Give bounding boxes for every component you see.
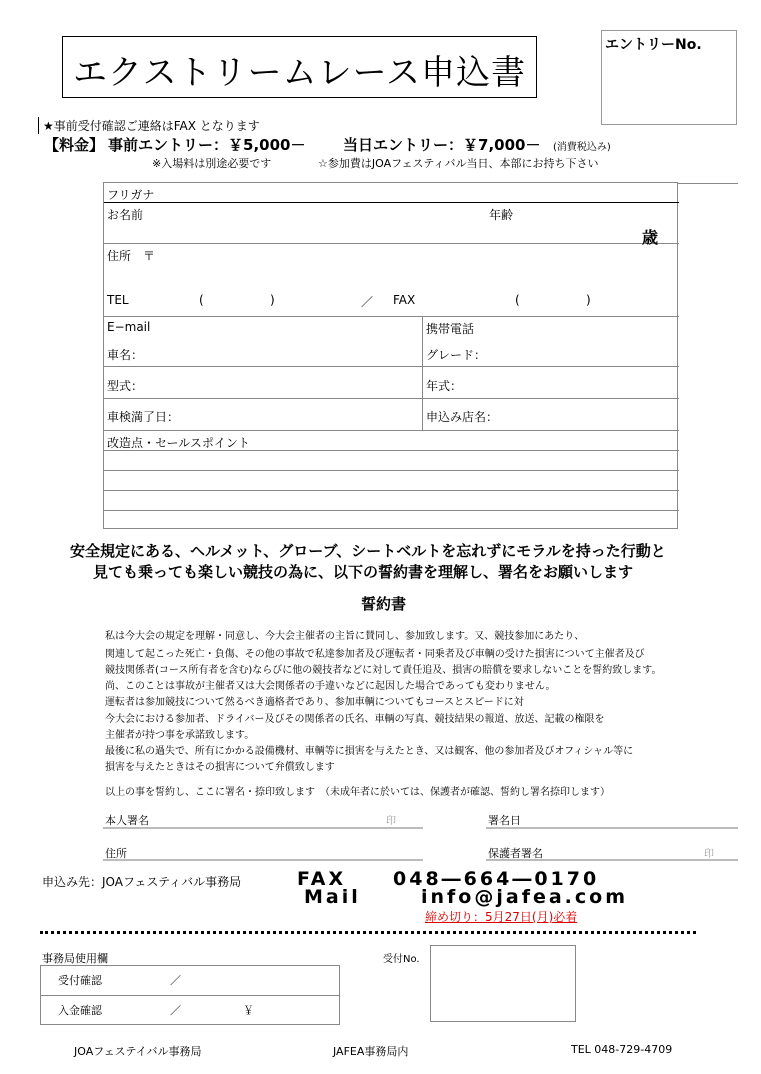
row-line bbox=[104, 202, 679, 203]
signature-address-line[interactable] bbox=[103, 859, 423, 861]
receipt-no-label: 受付No. bbox=[383, 954, 420, 965]
safety-line-1: 安全規定にある、ヘルメット、グローブ、シートベルトを忘れずにモラルを持った行動と bbox=[70, 542, 666, 560]
application-form bbox=[103, 182, 678, 529]
row-line bbox=[104, 366, 679, 367]
fax-number: 048―664―0170 bbox=[393, 868, 600, 890]
row-line bbox=[104, 430, 679, 431]
pledge-line: 以上の事を誓約し、ここに署名・捺印致します （未成年者に於いては、保護者が確認、誓約し署名捺印します） bbox=[105, 787, 610, 798]
row-line bbox=[104, 316, 679, 317]
row-line bbox=[104, 243, 679, 244]
payment-check-label: 入金確認 bbox=[58, 1004, 102, 1017]
fax-paren-close: ) bbox=[586, 293, 591, 307]
footer-jafea: JAFEA事務局内 bbox=[333, 1045, 409, 1058]
modifications-label: 改造点・セールスポイント bbox=[107, 436, 250, 450]
entry-no-label: エントリーNo. bbox=[605, 37, 702, 53]
pledge-line: 私は今大会の規定を理解・同意し、今大会主催者の主旨に賛同し、参加致します。又、競技参加にあたり、 bbox=[105, 631, 585, 642]
row-line bbox=[104, 510, 679, 511]
receipt-check-slash: ／ bbox=[170, 974, 181, 987]
age-unit: 歳 bbox=[642, 228, 659, 247]
guardian-signature-line[interactable] bbox=[486, 859, 738, 861]
seal-mark: 印 bbox=[386, 816, 396, 827]
inspection-label: 車検満了日： bbox=[107, 410, 180, 424]
tel-paren-open: ( bbox=[199, 293, 204, 307]
receipt-check-label: 受付確認 bbox=[58, 974, 102, 987]
fee-advance: 事前エントリー：￥5,000－ bbox=[108, 136, 306, 154]
cut-line bbox=[40, 931, 696, 934]
row-line bbox=[104, 398, 679, 399]
footer-office: JOAフェステイバル事務局 bbox=[74, 1045, 202, 1058]
pledge-line: 最後に私の過失で、所有にかかる設備機材、車輌等に損害を与えたとき、又は観客、他の参加者及びオフィシャル等に bbox=[105, 746, 634, 757]
signature-address-label: 住所 bbox=[105, 847, 127, 860]
guardian-signature-label: 保護者署名 bbox=[488, 847, 543, 860]
shop-label: 申込み店名： bbox=[426, 410, 499, 424]
address-label: 住所 〒 bbox=[107, 249, 156, 263]
tel-label: TEL bbox=[107, 293, 129, 307]
pledge-line: 競技関係者(コース所有者を含む)ならびに他の競技者などに対して責任追及、損害の賠償を要求しないことを誓約致します。 bbox=[105, 665, 662, 676]
seal-mark: 印 bbox=[704, 849, 714, 860]
age-label: 年齢 bbox=[489, 208, 514, 222]
grade-label: グレード： bbox=[426, 348, 487, 362]
fee-tax-note: (消費税込み) bbox=[553, 142, 611, 153]
apply-to-label: 申込み先：JOAフェスティバル事務局 bbox=[42, 875, 242, 889]
model-label: 型式： bbox=[107, 379, 144, 393]
row-line bbox=[104, 490, 679, 491]
fax-notice: ★事前受付確認ご連絡はFAX となります bbox=[38, 117, 260, 134]
pledge-title: 誓約書 bbox=[361, 595, 407, 613]
mail-address[interactable]: info@jafea.com bbox=[421, 886, 628, 908]
payment-check-slash: ／ bbox=[170, 1004, 181, 1017]
page-title: エクストリームレース申込書 bbox=[73, 53, 526, 93]
title-box bbox=[62, 36, 537, 98]
yen-mark: ￥ bbox=[243, 1004, 254, 1017]
column-divider bbox=[422, 316, 423, 430]
safety-line-2: 見ても乗っても楽しい競技の為に、以下の誓約書を理解し、署名をお願いします bbox=[93, 563, 634, 581]
mobile-label: 携帯電話 bbox=[426, 322, 475, 336]
row-line bbox=[104, 470, 679, 471]
year-label: 年式： bbox=[426, 379, 463, 393]
entry-no-box[interactable] bbox=[601, 30, 737, 125]
tel-paren-close: ) bbox=[270, 293, 275, 307]
deadline-text: 締め切り：5月27日(月)必着 bbox=[425, 910, 578, 924]
row-line bbox=[41, 995, 339, 996]
pledge-line: 今大会における参加者、ドライバー及びその関係者の氏名、車輌の写真、競技結果の報道、放送、記載の権限を bbox=[105, 714, 605, 725]
pledge-line: 尚、このことは事故が主催者又は大会関係者の手違いなどに起因した場合であっても変わりません。 bbox=[105, 681, 556, 692]
pledge-line: 主催者が持つ事を承諾致します。 bbox=[105, 730, 255, 741]
fee-label: 【料金】 bbox=[44, 136, 105, 154]
fax-label: FAX bbox=[393, 293, 416, 307]
pledge-line: 関連して起こった死亡・負傷、その他の事故で私達参加者及び運転者・同乗者及び車輌の受けた損害について主催者及び bbox=[105, 649, 645, 660]
receipt-no-box[interactable] bbox=[430, 945, 576, 1022]
fax-paren-open: ( bbox=[515, 293, 520, 307]
signature-date-line[interactable] bbox=[486, 827, 738, 829]
pledge-line: 運転者は参加競技について然るべき適格者であり、参加車輌についてもコースとスピードに対 bbox=[105, 697, 524, 708]
fee-same-day: 当日エントリー：￥7,000－ bbox=[343, 136, 541, 154]
furigana-label: フリガナ bbox=[107, 188, 155, 202]
form-extension-line bbox=[678, 183, 738, 184]
fax-label-big: FAX bbox=[297, 868, 347, 890]
car-name-label: 車名： bbox=[107, 348, 144, 362]
mail-label: Mail bbox=[304, 886, 361, 908]
self-signature-line[interactable] bbox=[103, 827, 423, 829]
pledge-line: 損害を与えたときはその損害について弁償致します bbox=[105, 762, 335, 773]
tel-fax-slash: ／ bbox=[361, 295, 374, 309]
fee-note-entrance: ※入場料は別途必要です bbox=[152, 157, 272, 170]
signature-date-label: 署名日 bbox=[488, 814, 521, 827]
fee-note-payment: ☆参加費はJOAフェスティバル当日、本部にお持ち下さい bbox=[318, 157, 599, 170]
name-label: お名前 bbox=[107, 208, 144, 222]
email-label: E−mail bbox=[107, 320, 151, 334]
footer-tel: TEL 048-729-4709 bbox=[571, 1043, 673, 1056]
office-use-label: 事務局使用欄 bbox=[42, 952, 108, 965]
self-signature-label: 本人署名 bbox=[105, 814, 149, 827]
